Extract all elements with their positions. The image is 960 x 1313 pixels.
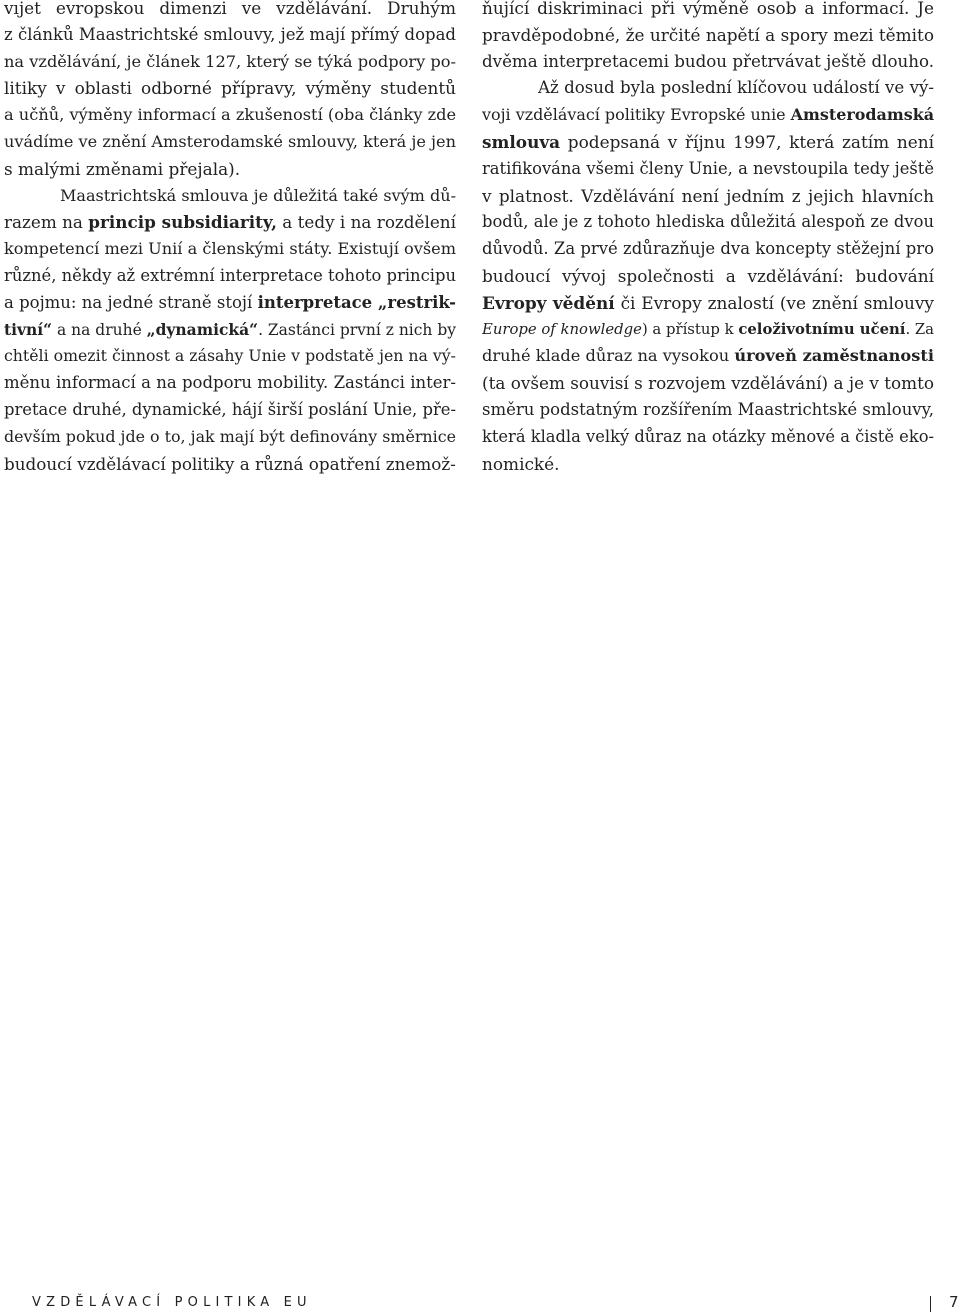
text-segment: Maastrichtská smlouva je důležitá také svým dů-: [60, 185, 456, 205]
text-segment: a tedy i na rozdělení: [276, 212, 456, 233]
bold-term: Amsterodamská: [790, 105, 934, 125]
text-segment: pravděpodobné, že určité napětí a spory mezi těmito: [482, 24, 934, 45]
text-segment: a pojmu: na jedné straně stojí: [4, 292, 258, 312]
text-segment: voji vzdělávací politiky Evropské unie: [482, 105, 791, 125]
text-segment: budoucí vývoj společnosti a vzdělávání: budování: [482, 265, 934, 286]
text-segment: razem na: [4, 212, 89, 233]
text-line: [482, 343, 934, 370]
text-segment: druhé klade důraz na vysokou: [482, 346, 735, 366]
bold-term: tivní“: [4, 319, 53, 339]
text-line: [4, 343, 456, 370]
text-segment: v platnost. Vzdělávání není jedním z jejich hlavních: [482, 185, 934, 206]
page-number: 7: [949, 1293, 959, 1311]
text-line: [482, 209, 934, 236]
text-segment: podepsaná v říjnu 1997, která zatím není: [560, 131, 934, 152]
text-segment: důvodů. Za prvé zdůrazňuje dva koncepty stěžejní pro: [482, 239, 934, 259]
text-segment: budoucí vzdělávací politiky a různá opatření znemož-: [4, 453, 456, 474]
text-segment: na vzdělávání, je článek 127, který se týká podpory po-: [4, 51, 456, 71]
bold-term: „dynamická“: [146, 319, 259, 339]
text-segment: . Zastánci první z nich by: [258, 320, 456, 339]
text-line: [4, 22, 456, 49]
text-segment: kompetencí mezi Unií a členskými státy. Existují ovšem: [4, 239, 456, 259]
text-line: [4, 129, 456, 156]
text-segment: Až dosud byla poslední klíčovou událostí ve vý-: [538, 78, 934, 98]
text-line: [4, 263, 456, 290]
text-segment: směru podstatným rozšířením Maastrichtské smlouvy,: [482, 399, 934, 419]
text-segment: litiky v oblasti odborné přípravy, výměny studentů: [4, 78, 456, 99]
text-segment: bodů, ale je z tohoto hlediska důležitá alespoň ze dvou: [482, 212, 934, 232]
text-line: [482, 451, 934, 478]
running-footer-title: VZDĚLÁVACÍ POLITIKA EU: [32, 1295, 312, 1310]
text-line: [4, 370, 456, 397]
right-text-column: [482, 0, 934, 477]
text-line: [482, 0, 934, 22]
text-segment: a učňů, výměny informací a zkušeností (oba články zde: [4, 105, 456, 125]
text-line: [4, 156, 456, 183]
text-line: [4, 209, 456, 236]
text-segment: či Evropy znalostí (ve znění smlouvy: [614, 292, 934, 313]
bold-term: Evropy vědění: [482, 292, 615, 313]
text-line: [4, 0, 456, 22]
text-line: [482, 75, 934, 102]
text-segment: ) a přístup k: [641, 320, 739, 338]
text-line: [4, 183, 456, 210]
text-segment: . Za: [905, 320, 934, 338]
left-text-column: [4, 0, 456, 477]
text-segment: dvěma interpretacemi budou přetrvávat ještě dlouho.: [482, 51, 934, 71]
text-line: [482, 236, 934, 263]
text-segment: s malými změnami přejala).: [4, 158, 241, 179]
text-line: [4, 102, 456, 129]
text-line: [4, 49, 456, 76]
text-line: [482, 263, 934, 290]
footer-divider: [930, 1296, 931, 1312]
text-segment: devším pokud jde o to, jak mají být definovány směrnice: [4, 426, 456, 446]
text-line: [4, 290, 456, 317]
text-line: [4, 424, 456, 451]
text-segment: pretace druhé, dynamické, hájí širší poslání Unie, pře-: [4, 399, 456, 419]
text-line: [482, 156, 934, 183]
text-segment: měnu informací a na podporu mobility. Zastánci inter-: [4, 373, 456, 393]
text-line: [4, 451, 456, 478]
text-segment: která kladla velký důraz na otázky měnové a čistě eko-: [482, 426, 934, 446]
text-segment: nomické.: [482, 453, 560, 474]
text-segment: (ta ovšem souvisí s rozvojem vzdělávání) a je v tomto: [482, 373, 934, 394]
text-segment: ňující diskriminaci při výměně osob a informací. Je: [482, 0, 934, 18]
bold-term: interpretace „restrik-: [257, 292, 456, 312]
text-line: [482, 370, 934, 397]
text-segment: chtěli omezit činnost a zásahy Unie v podstatě jen na vý-: [4, 346, 456, 366]
text-line: [482, 290, 934, 317]
text-segment: z článků Maastrichtské smlouvy, jež mají přímý dopad: [4, 24, 456, 44]
text-line: [4, 397, 456, 424]
bold-term: princip subsidiarity,: [88, 212, 277, 233]
text-segment: vıjet evropskou dimenzi ve vzdělávání. Druhým: [4, 0, 456, 18]
text-line: [4, 317, 456, 344]
bold-term: smlouva: [482, 131, 561, 152]
italic-term: Europe of knowledge: [482, 320, 642, 338]
text-line: [482, 183, 934, 210]
text-line: [482, 317, 934, 344]
text-line: [482, 49, 934, 76]
bold-term: celoživotnímu učení: [738, 320, 906, 338]
text-line: [482, 22, 934, 49]
bold-term: úroveň zaměstnanosti: [734, 346, 934, 366]
text-line: [4, 75, 456, 102]
text-line: [482, 397, 934, 424]
text-segment: ratifikována všemi členy Unie, a nevstoupila tedy ještě: [482, 158, 934, 178]
text-line: [482, 129, 934, 156]
text-line: [482, 424, 934, 451]
text-line: [4, 236, 456, 263]
text-segment: a na druhé: [52, 320, 147, 339]
text-segment: různé, někdy až extrémní interpretace tohoto principu: [4, 265, 456, 285]
text-segment: uvádíme ve znění Amsterodamské smlouvy, která je jen: [4, 131, 456, 151]
text-line: [482, 102, 934, 129]
